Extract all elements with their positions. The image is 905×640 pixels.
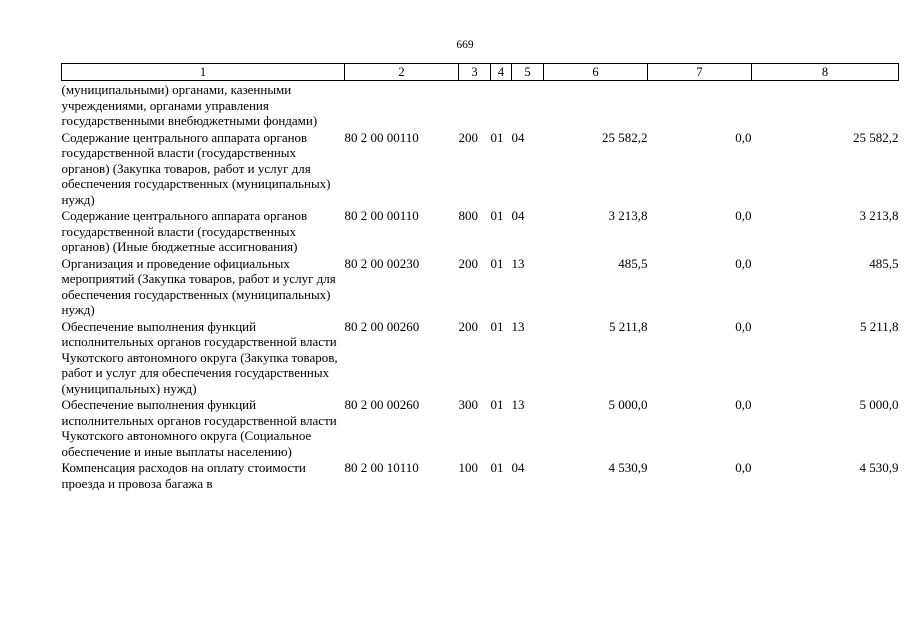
amount-col8: 485,5 xyxy=(869,255,899,271)
table-row xyxy=(62,318,899,397)
column-header: 8 xyxy=(752,64,899,81)
budget-table xyxy=(61,63,899,491)
expense-type: 100 xyxy=(458,460,478,475)
table-row xyxy=(62,207,899,255)
amount-col8: 5 211,8 xyxy=(859,318,899,334)
section: 01 xyxy=(490,318,504,334)
page-number: 669 xyxy=(456,39,474,51)
amount-col8: 5 000,0 xyxy=(859,397,899,412)
amount-col7: 0,0 xyxy=(735,318,752,334)
subsection: 13 xyxy=(511,255,525,271)
table-row xyxy=(62,129,899,208)
column-header: 5 xyxy=(512,64,544,81)
amount-col7: 0,0 xyxy=(735,397,752,412)
target-article-code: 80 2 00 00110 xyxy=(344,208,419,223)
section: 01 xyxy=(490,208,504,223)
expense-type: 200 xyxy=(458,129,478,145)
amount-col7: 0,0 xyxy=(735,208,752,223)
target-article-code: 80 2 00 00230 xyxy=(344,255,420,271)
table-row xyxy=(62,459,899,491)
target-article-code: 80 2 00 00260 xyxy=(344,397,420,412)
subsection: 04 xyxy=(511,129,525,145)
amount-col7: 0,0 xyxy=(735,129,752,145)
expense-name: Содержание центрального аппарата органов государственной власти (государственных органов) (Закупка товаров, работ и услуг для обеспечения государственных (муниципальных) нужд) xyxy=(61,129,331,207)
amount-col6: 4 530,9 xyxy=(608,460,648,475)
expense-type: 200 xyxy=(458,318,478,334)
amount-col6: 485,5 xyxy=(618,255,648,271)
column-header: 4 xyxy=(491,64,512,81)
expense-name: (муниципальными) органами, казенными учреждениями, органами управления государственными внебюджетными фондами) xyxy=(61,82,318,128)
expense-type: 800 xyxy=(458,208,478,223)
amount-col6 xyxy=(544,81,648,129)
section: 01 xyxy=(490,460,504,475)
expense-name: Организация и проведение официальных мероприятий (Закупка товаров, работ и услуг для обеспечения государственных (муниципальных) нужд) xyxy=(61,255,336,317)
target-article-code: 80 2 00 00260 xyxy=(344,318,420,334)
target-article-code: 80 2 00 10110 xyxy=(344,460,419,475)
column-header: 3 xyxy=(459,64,491,81)
expense-name: Обеспечение выполнения функций исполнительных органов государственной власти Чукотского автономного округа (Закупка товаров, работ и услуг для обеспечения государственных (муниципальных) нужд) xyxy=(61,318,338,396)
expense-type xyxy=(459,81,491,129)
expense-type: 200 xyxy=(458,255,478,271)
amount-col6: 25 582,2 xyxy=(602,129,648,145)
section: 01 xyxy=(490,255,504,271)
column-number-row xyxy=(62,64,899,81)
amount-col8: 4 530,9 xyxy=(859,460,899,475)
column-header: 6 xyxy=(544,64,648,81)
amount-col6: 3 213,8 xyxy=(608,208,648,223)
amount-col8: 25 582,2 xyxy=(853,129,899,145)
table-row xyxy=(62,255,899,318)
target-article-code xyxy=(345,81,459,129)
section: 01 xyxy=(490,129,504,145)
expense-name: Компенсация расходов на оплату стоимости проезда и провоза багажа в xyxy=(61,460,306,491)
amount-col7 xyxy=(648,81,752,129)
column-header: 1 xyxy=(62,64,345,81)
expense-name: Обеспечение выполнения функций исполнительных органов государственной власти Чукотского автономного округа (Социальное обеспечение и иные выплаты населению) xyxy=(61,397,337,459)
expense-name: Содержание центрального аппарата органов государственной власти (государственных органов) (Иные бюджетные ассигнования) xyxy=(61,208,308,254)
subsection: 04 xyxy=(511,460,525,475)
table-row xyxy=(62,396,899,459)
table-row xyxy=(62,81,899,129)
amount-col8: 3 213,8 xyxy=(859,208,899,223)
subsection: 13 xyxy=(511,397,525,412)
column-header: 2 xyxy=(345,64,459,81)
amount-col8 xyxy=(752,81,899,129)
target-article-code: 80 2 00 00110 xyxy=(344,129,419,145)
section xyxy=(491,81,512,129)
amount-col6: 5 000,0 xyxy=(608,397,648,412)
amount-col7: 0,0 xyxy=(735,255,752,271)
subsection: 04 xyxy=(511,208,525,223)
section: 01 xyxy=(490,397,504,412)
amount-col6: 5 211,8 xyxy=(608,318,648,334)
amount-col7: 0,0 xyxy=(735,460,752,475)
subsection: 13 xyxy=(511,318,525,334)
column-header: 7 xyxy=(648,64,752,81)
subsection xyxy=(512,81,544,129)
expense-type: 300 xyxy=(458,397,478,412)
